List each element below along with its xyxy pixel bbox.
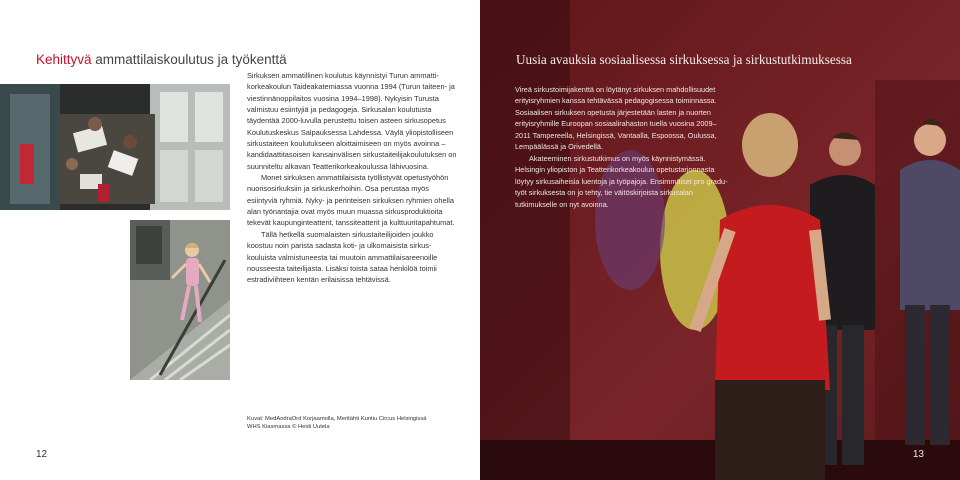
left-page-title — [36, 52, 287, 67]
child-on-stairs-photo — [130, 220, 230, 380]
title-rest: ammattilaiskoulutus ja työkenttä — [91, 52, 287, 67]
right-body-text — [515, 84, 730, 210]
photo-credits — [247, 415, 472, 431]
right-paragraph: Akateeminen sirkustutkimus on myös käynnistymässä. Helsingin yliopiston ja Teatterikorkeakoulun opetustarjonnasta löytyy sirkusaiheisia luentoja ja työpajoja. Ensimmäiset pro gradu-työt sirkuksesta on jo tehty, tie väitöskirjoista sirkusalan tutkimukselle on nyt avoinna. — [515, 153, 728, 209]
credit-line: WHS Kiasmassa © Heidi Uutela — [247, 424, 330, 430]
credit-line: Kuvat: MedAndraOrd Korjaamolla, Meritähti Kuntiu Circus Helsingissä — [247, 416, 427, 422]
classroom-photo — [0, 84, 230, 210]
page-number-right: 13 — [912, 449, 924, 460]
title-highlight: Kehittyvä — [36, 52, 92, 67]
left-paragraph: Tällä hetkellä suomalaisten sirkustaiteilijoiden joukko koostuu noin parista sadasta koti- ja ulkomaisista sirkuskouluista valmistuneesta tai muutoin ammattilaisareenoille nousseesta taiteilijasta. Lisäksi toista sataa henkilöä toimii estradiviihteen kentän erilaisissa tehtävissä. — [247, 229, 438, 285]
circus-students-photo — [480, 0, 960, 480]
left-paragraph: Sirkuksen ammatillinen koulutus käynnistyi Turun ammattikorkeakoulun Taideakatemiassa vuonna 1994 (Turun taiteen- ja viestinnänoppilaitos vuosina 1994–1998). Nykyisin Turusta valmistuu esiintyjiä ja pedagogeja. Sirkusalan koulutusta täydentää 2000-luvulla perustettu toisen asteen sirkusopetus Koulutuskeskus Salpauksessa Lahdessa. Väylä yliopistolliseen sirkustaiteen koulutukseen aloittaimiseen on myös avoinna – kandidaattitasoisen kansainvälisen sirkustaiteilijakoulutuksen on suunniteltu alkavan Teatterikorkeakoulussa lähivuosina. — [247, 71, 457, 171]
right-page-title: Uusia avauksia sosiaalisessa sirkuksessa ja sirkustutkimuksessa — [516, 52, 852, 67]
right-page — [480, 0, 960, 480]
page-number-left: 12 — [36, 449, 48, 460]
left-paragraph: Monet sirkuksen ammattilaisista työllistyvät opetustyöhön nuorisosirkuksiin ja sirkuskerhoihin. Osa perustaa myös esiintyviä ryhmiä. Nyky- ja perinteisen sirkuksen ryhmien ohella alan työnantajia ovat myös muun muassa sirkusproduktioita tekevät kaupunginteatterit, tanssiteatterit ja kulttuuritapahtumat. — [247, 173, 455, 228]
right-paragraph: Vireä sirkustoimijakenttä on löytänyt sirkuksen mahdollisuudet erityisryhmien kanssa tehtävässä pedagogisessa toiminnassa. Sosiaalisen sirkuksen opetusta järjestetään lasten ja nuorten erityisryhmille Euroopan sosiaalirahaston tuella vuosina 2009–2011 Tampereella, Helsingissä, Vantaalla, Espoossa, Oulussa, Lempäälässä ja Orivedellä. — [515, 85, 717, 152]
left-body-text — [247, 70, 457, 286]
